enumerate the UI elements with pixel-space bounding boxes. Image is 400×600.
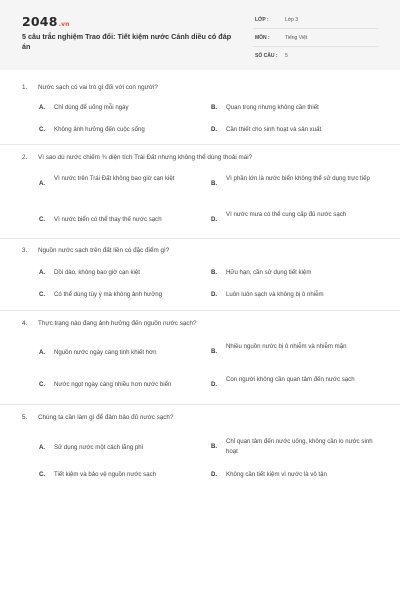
option-letter: A. xyxy=(39,349,46,356)
option-text: Không ảnh hưởng đến cuộc sống xyxy=(54,126,145,133)
meta-label: SỐ CÂU : xyxy=(255,53,278,59)
question-divider xyxy=(0,404,400,405)
option-letter: B. xyxy=(211,104,218,111)
question-number: 4. xyxy=(22,320,28,327)
meta-table xyxy=(253,11,378,65)
option-text: Sử dụng nước một cách lãng phí xyxy=(54,444,144,451)
option-letter: A. xyxy=(39,104,46,111)
option-letter: C. xyxy=(39,291,46,298)
option-letter: A. xyxy=(39,444,46,451)
question-number: 1. xyxy=(22,84,28,91)
option-letter: C. xyxy=(39,216,46,223)
option-text: Nguồn nước ngày càng tinh khiết hơn xyxy=(54,349,157,356)
option-letter: D. xyxy=(211,291,218,298)
option-text: Có thể dùng tùy ý mà không ảnh hưởng xyxy=(54,291,163,298)
question-prompt: Chúng ta cần làm gì để đảm bảo đủ nước sạch? xyxy=(38,414,174,421)
option-letter: B. xyxy=(211,269,218,276)
option-text: Cần thiết cho sinh hoạt và sản xuất xyxy=(226,126,322,133)
option-letter: D. xyxy=(211,126,218,133)
question-number: 3. xyxy=(22,247,28,254)
option-text: Hữu hạn, cần sử dụng tiết kiệm xyxy=(226,269,312,276)
option-letter: C. xyxy=(39,126,46,133)
option-text: Con người không cần quan tâm đến nước sạch xyxy=(226,376,355,383)
logo-main: 2048 xyxy=(22,14,58,29)
question-prompt: Vì sao dù nước chiếm ¾ diện tích Trái Đất nhưng không thể dùng thoải mái? xyxy=(38,154,253,161)
option-text: Vì nước trên Trái Đất không bao giờ cạn kiệt xyxy=(54,175,175,182)
option-text: Chỉ quan tâm đến nước uống, không cần lo nước sinh hoạt xyxy=(226,438,373,455)
question-text xyxy=(22,83,382,92)
option-letter: A. xyxy=(39,180,46,187)
meta-row-count xyxy=(253,47,378,65)
question-number: 2. xyxy=(22,154,28,161)
question-prompt: Nước sạch có vai trò gì đối với con người? xyxy=(38,84,158,91)
question-text xyxy=(22,246,382,255)
question-prompt: Thực trạng nào đang ảnh hưởng đến nguồn nước sạch? xyxy=(38,320,197,327)
option-text: Tiết kiệm và bảo vệ nguồn nước sạch xyxy=(54,471,157,478)
logo-suffix: .vn xyxy=(58,21,70,28)
page-title: 5 câu trắc nghiệm Trao đổi: Tiết kiệm nước Cánh diều có đáp án xyxy=(22,32,232,51)
option-letter: C. xyxy=(39,381,46,388)
meta-row-subject xyxy=(253,29,378,47)
option-text: Nước ngọt ngày càng nhiều hơn nước biển xyxy=(54,381,172,388)
question-text xyxy=(22,413,382,422)
option-letter: B. xyxy=(211,443,218,450)
option-letter: D. xyxy=(211,381,218,388)
meta-value: 5 xyxy=(285,53,288,59)
question-text xyxy=(22,319,382,328)
option-text: Vì phần lớn là nước biển không thể sử dụng trực tiếp xyxy=(226,175,370,182)
question-text xyxy=(22,153,382,162)
option-text: Nhiều nguồn nước bị ô nhiễm và nhiễm mặn xyxy=(226,343,347,350)
option-letter: B. xyxy=(211,348,218,355)
meta-label: MÔN : xyxy=(255,35,270,41)
option-text: Vì nước mưa có thể cung cấp đủ nước sạch xyxy=(226,211,347,218)
question-number: 5. xyxy=(22,414,28,421)
option-letter: D. xyxy=(211,471,218,478)
option-letter: A. xyxy=(39,269,46,276)
header xyxy=(0,0,400,70)
meta-row-class xyxy=(253,11,378,29)
option-text: Vì nước biển có thể thay thế nước sạch xyxy=(54,216,162,223)
option-text: Luôn luôn sạch và không bị ô nhiễm xyxy=(226,291,324,298)
option-text: Không cần tiết kiệm vì nước là vô tận xyxy=(226,471,327,478)
meta-value: Tiếng Việt xyxy=(285,35,308,41)
meta-label: LỚP : xyxy=(255,17,269,23)
option-text: Chỉ dùng để uống mỗi ngày xyxy=(54,104,129,111)
option-letter: B. xyxy=(211,180,218,187)
site-logo[interactable] xyxy=(22,14,70,29)
question-divider xyxy=(0,238,400,239)
option-letter: D. xyxy=(211,216,218,223)
meta-value: Lớp 3 xyxy=(285,17,299,23)
question-divider xyxy=(0,144,400,145)
option-text: Dồi dào, không bao giờ cạn kiệt xyxy=(54,269,140,276)
option-letter: C. xyxy=(39,471,46,478)
question-prompt: Nguồn nước sạch trên đất liền có đặc điểm gì? xyxy=(38,247,170,254)
question-divider xyxy=(0,310,400,311)
option-text: Quan trọng nhưng không cần thiết xyxy=(226,104,319,111)
